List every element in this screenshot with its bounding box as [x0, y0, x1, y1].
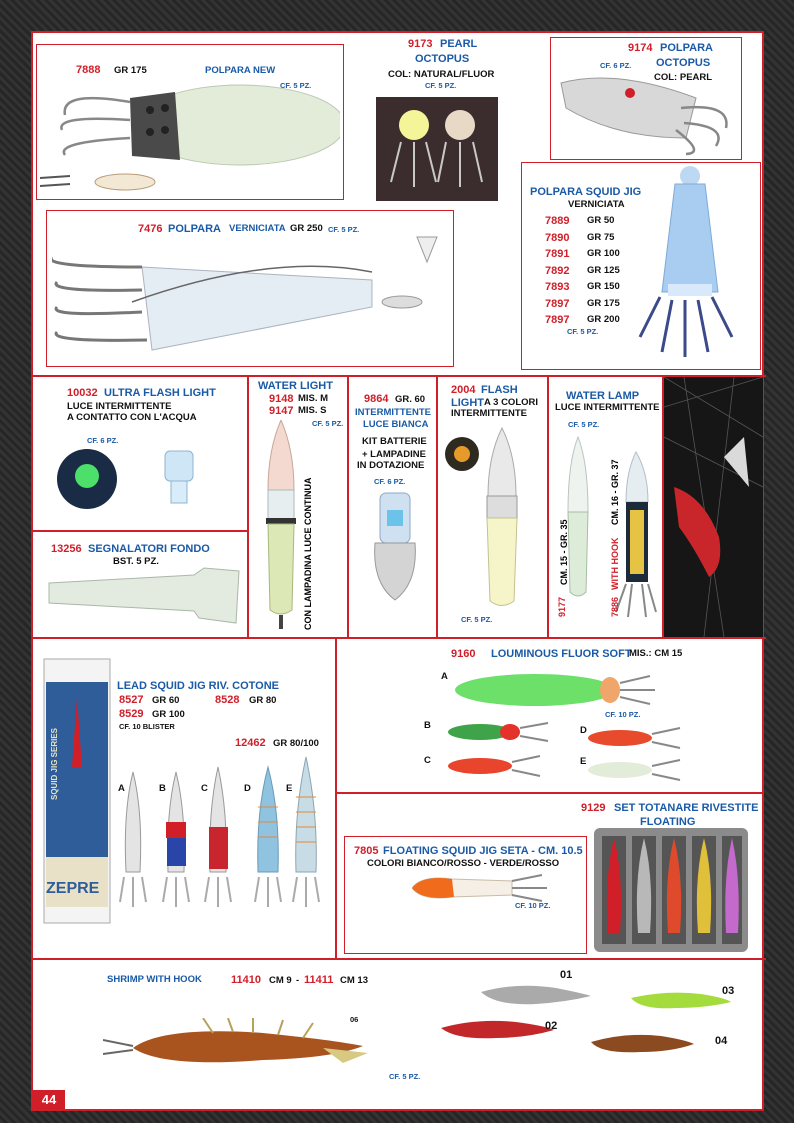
product-name: OCTOPUS — [415, 53, 470, 65]
product-name: OCTOPUS — [656, 57, 711, 69]
product-code: 7476 — [138, 223, 163, 235]
product-name: FLASH — [481, 384, 518, 396]
kit-info: KIT BATTERIE — [362, 436, 427, 447]
product-weight: GR 80 — [249, 695, 277, 706]
size-row-code: 7891 — [545, 248, 570, 260]
pack-info: BST. 5 PZ. — [113, 556, 159, 567]
size-row-weight: GR 125 — [587, 264, 620, 276]
water-lamp-photo — [556, 432, 660, 622]
product-code: 8529 — [119, 708, 144, 720]
pack-info: CF. 5 PZ. — [425, 81, 457, 90]
luce-bianca-photo — [360, 488, 430, 608]
lead-squid-jigs-photo — [118, 752, 330, 928]
product-desc: LUCE INTERMITTENTE — [555, 402, 660, 413]
product-name: SHRIMP WITH HOOK — [107, 974, 202, 985]
pack-info: CF. 5 PZ. — [461, 615, 493, 624]
product-code: 10032 — [67, 387, 98, 399]
size-row-code: 7893 — [545, 281, 570, 293]
product-size: MIS. M — [298, 393, 329, 404]
product-name: LOUMINOUS FLUOR SOFT — [491, 648, 632, 660]
separator: - — [296, 975, 300, 986]
product-name: SEGNALATORI FONDO — [88, 543, 210, 555]
fluor-soft-photo — [440, 668, 710, 786]
section-divider — [31, 375, 766, 377]
shrimp-large-photo — [103, 1015, 373, 1078]
product-desc: A CONTATTO CON L'ACQUA — [67, 412, 197, 423]
squid-night-photo — [664, 377, 763, 637]
product-weight: GR 175 — [114, 65, 147, 76]
size-row-code: 7892 — [545, 264, 570, 277]
section-divider — [247, 376, 249, 638]
product-code: 9173 — [408, 38, 433, 50]
product-size: CM 13 — [340, 975, 368, 986]
polpara-octopus-photo — [556, 68, 736, 156]
product-code: 7805 — [354, 845, 379, 857]
product-name: POLPARA — [168, 223, 221, 235]
color-code: 06 — [350, 1015, 359, 1024]
product-code: 2004 — [451, 384, 476, 396]
product-name: FLOATING — [640, 816, 696, 828]
product-code: 9147 — [269, 405, 294, 417]
product-name: PEARL — [440, 38, 478, 50]
variant-letter: A — [118, 783, 125, 794]
pack-info: CF. 5 PZ. — [328, 225, 360, 234]
ultra-flash-light-photo — [57, 446, 217, 516]
section-divider — [31, 530, 248, 532]
size-row-code: 7897 — [545, 314, 570, 326]
size-row-code: 7889 — [545, 215, 570, 227]
product-size: CM. 16 - GR. 37 — [610, 459, 620, 525]
blister-series: SQUID JIG SERIES — [50, 727, 59, 800]
size-row-weight: GR 100 — [587, 248, 620, 259]
section-divider — [547, 376, 549, 638]
product-desc: INTERMITTENTE — [451, 408, 527, 419]
product-code: 12462 — [235, 737, 266, 749]
water-light-photo — [256, 420, 306, 632]
variant-letter: B — [159, 783, 166, 794]
section-divider — [31, 958, 766, 960]
product-code: 8527 — [119, 694, 144, 706]
kit-info: + LAMPADINE — [362, 449, 426, 460]
pack-info: CF. 6 PZ. — [600, 61, 632, 70]
polpara-7476-photo — [52, 232, 448, 362]
size-row-weight: GR 200 — [587, 314, 620, 325]
variant-number: 02 — [545, 1020, 558, 1032]
variant-letter: C — [424, 755, 431, 766]
product-finish: VERNICIATA — [568, 199, 625, 210]
product-code: 9177 — [557, 596, 567, 617]
product-code: 9129 — [581, 802, 606, 814]
variant-letter: E — [580, 756, 587, 767]
variant-number: 04 — [715, 1035, 728, 1047]
size-row-code: 7890 — [545, 231, 570, 244]
pack-info: CF. 10 PZ. — [605, 710, 641, 719]
variant-number: 01 — [560, 969, 573, 981]
product-code: 9160 — [451, 648, 476, 660]
variant-letter: C — [201, 783, 208, 794]
product-finish: VERNICIATA — [229, 223, 286, 234]
size-row-weight: GR 50 — [587, 215, 615, 226]
pack-info: CF. 6 PZ. — [87, 436, 119, 445]
product-size: CM. 15 - GR. 35 — [559, 519, 569, 585]
product-name: WATER LAMP — [566, 390, 640, 402]
variant-number: 03 — [722, 985, 735, 997]
variant-letter: E — [286, 783, 293, 794]
product-weight: GR 60 — [152, 695, 180, 706]
product-code: 13256 — [51, 543, 82, 555]
product-weight: GR 250 — [290, 223, 323, 234]
pack-info: CF. 5 PZ. — [567, 327, 599, 336]
pack-info: CF. 10 PZ. — [515, 901, 551, 910]
pack-info: CF. 5 PZ. — [280, 81, 312, 90]
product-code: 7888 — [76, 64, 101, 76]
product-code: 11411 — [304, 974, 334, 986]
size-row-weight: GR 150 — [587, 281, 620, 292]
product-name: POLPARA NEW — [205, 65, 276, 76]
product-desc: LUCE BIANCA — [363, 419, 429, 430]
product-weight: GR 80/100 — [273, 738, 319, 749]
pack-info: CF. 5 PZ. — [389, 1072, 421, 1081]
product-code: 9864 — [364, 393, 389, 405]
product-name: SET TOTANARE RIVESTITE — [614, 802, 759, 814]
product-size: MIS.: CM 15 — [629, 648, 683, 659]
product-code: 8528 — [215, 694, 240, 706]
pack-info: CF. 10 BLISTER — [119, 722, 175, 731]
product-desc: LUCE INTERMITTENTE — [67, 401, 172, 412]
pack-info: CF. 5 PZ. — [568, 420, 600, 429]
shrimp-variants-photo — [436, 980, 736, 1070]
brand-logo: ZEPRE — [46, 880, 100, 897]
kit-info: IN DOTAZIONE — [357, 460, 425, 471]
floating-squid-jig-photo — [412, 871, 552, 905]
product-desc: A 3 COLORI — [484, 397, 539, 408]
totanare-set-photo — [594, 828, 748, 952]
product-name: ULTRA FLASH LIGHT — [104, 387, 216, 399]
polpara-new-photo — [40, 70, 340, 198]
product-size: MIS. S — [298, 405, 327, 416]
vertical-note: CON LAMPADINA LUCE CONTINUA — [303, 477, 313, 630]
product-desc: INTERMITTENTE — [355, 407, 431, 418]
product-name: WATER LIGHT — [258, 380, 333, 392]
product-color: COL: NATURAL/FLUOR — [388, 69, 495, 80]
section-divider — [436, 376, 438, 638]
section-divider — [335, 638, 337, 959]
variant-letter: D — [580, 725, 587, 736]
flash-light-photo — [444, 426, 534, 612]
product-name: POLPARA — [660, 42, 713, 54]
product-name: POLPARA SQUID JIG — [530, 186, 642, 198]
section-divider — [31, 637, 766, 639]
section-divider — [336, 792, 764, 794]
product-code: 9148 — [269, 393, 294, 405]
product-name: FLOATING SQUID JIG SETA - CM. 10.5 — [383, 845, 583, 857]
product-feature: WITH HOOK — [610, 537, 620, 590]
segnalatori-fondo-photo — [44, 563, 244, 633]
pack-info: CF. 6 PZ. — [374, 477, 406, 486]
size-row-weight: GR 175 — [587, 297, 620, 309]
page-number: 44 — [33, 1090, 65, 1110]
variant-letter: D — [244, 783, 251, 794]
product-size: CM 9 — [269, 975, 292, 986]
size-row-code: 7897 — [545, 297, 570, 310]
variant-letter: A — [441, 671, 448, 682]
product-name: LEAD SQUID JIG RIV. COTONE — [117, 680, 279, 692]
product-weight: GR 100 — [152, 709, 185, 720]
polpara-squid-jig-photo — [630, 162, 758, 368]
product-code: 7886 — [610, 596, 620, 617]
product-code: 11410 — [231, 974, 261, 986]
size-row-weight: GR 75 — [587, 231, 615, 243]
pearl-octopus-photo — [376, 97, 498, 201]
product-color: COL: PEARL — [654, 72, 713, 83]
product-code: 9174 — [628, 42, 653, 54]
product-colors: COLORI BIANCO/ROSSO - VERDE/ROSSO — [367, 858, 560, 869]
pack-info: CF. 5 PZ. — [312, 419, 344, 428]
product-name: LIGHT — [451, 397, 484, 409]
product-weight: GR. 60 — [395, 394, 426, 405]
variant-letter: B — [424, 720, 431, 731]
section-divider — [347, 376, 349, 638]
